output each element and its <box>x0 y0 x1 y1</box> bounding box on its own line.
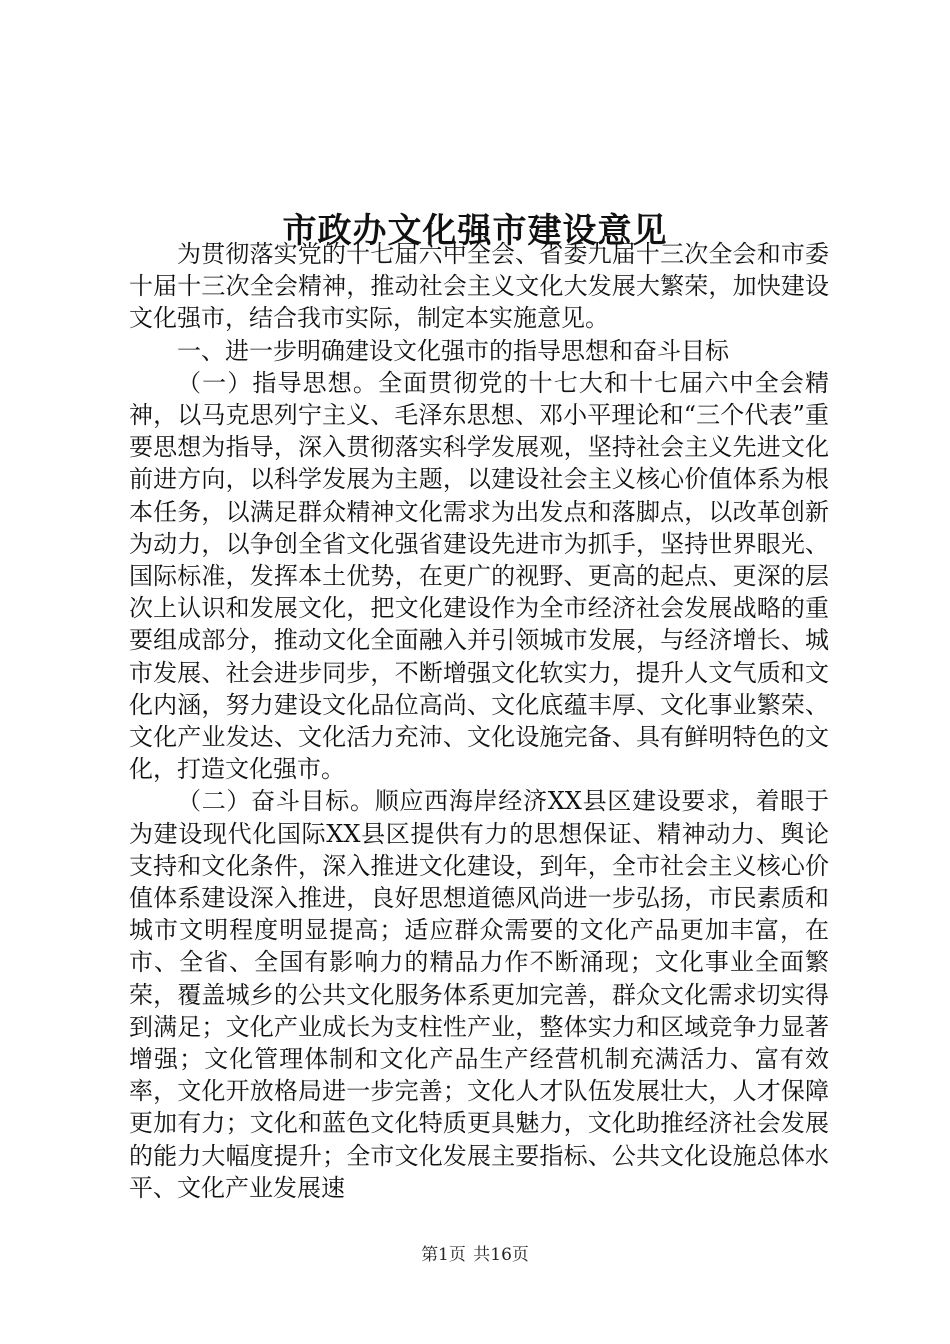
page-total: 共16页 <box>473 1245 529 1265</box>
paragraph-intro: 为贯彻落实党的十七届六中全会、省委九届十三次全会和市委十届十三次全会精神，推动社会主义文化大发展大繁荣，加快建设文化强市，结合我市实际，制定本实施意见。 <box>129 240 829 333</box>
document-body <box>129 238 829 1204</box>
page-footer <box>0 1244 950 1266</box>
document-title: 市政办文化强市建设意见 <box>282 210 668 251</box>
paragraph-guiding-thought: （一）指导思想。全面贯彻党的十七大和十七届六中全会精神，以马克思列宁主义、毛泽东思想、邓小平理论和“三个代表”重要思想为指导，深入贯彻落实科学发展观，坚持社会主义先进文化前进方向，以科学发展为主题，以建设社会主义核心价值体系为根本任务，以满足群众精神文化需求为出发点和落脚点，以改革创新为动力，以争创全省文化强省建设先进市为抓手，坚持世界眼光、国际标准，发挥本土优势，在更广的视野、更高的起点、更深的层次上认识和发展文化，把文化建设作为全市经济社会发展战略的重要组成部分，推动文化全面融入并引领城市发展，与经济增长、城市发展、社会进步同步，不断增强文化软实力，提升人文气质和文化内涵，努力建设文化品位高尚、文化底蕴丰厚、文化事业繁荣、文化产业发达、文化活力充沛、文化设施完备、具有鲜明特色的文化，打造文化强市。 <box>129 368 829 784</box>
page-number: 第1页 <box>421 1245 466 1265</box>
section-heading-1: 一、进一步明确建设文化强市的指导思想和奋斗目标 <box>177 336 729 365</box>
paragraph-goals: （二）奋斗目标。顺应西海岸经济XX县区建设要求，着眼于为建设现代化国际XX县区提供有力的思想保证、精神动力、舆论支持和文化条件，深入推进文化建设，到年，全市社会主义核心价值体系建设深入推进，良好思想道德风尚进一步弘扬，市民素质和城市文明程度明显提高；适应群众需要的文化产品更加丰富，在市、全省、全国有影响力的精品力作不断涌现；文化事业全面繁荣，覆盖城乡的公共文化服务体系更加完善，群众文化需求切实得到满足；文化产业成长为支柱性产业，整体实力和区域竞争力显著增强；文化管理体制和文化产品生产经营机制充满活力、富有效率，文化开放格局进一步完善；文化人才队伍发展壮大，人才保障更加有力；文化和蓝色文化特质更具魅力，文化助推经济社会发展的能力大幅度提升；全市文化发展主要指标、公共文化设施总体水平、文化产业发展速 <box>129 787 829 1202</box>
